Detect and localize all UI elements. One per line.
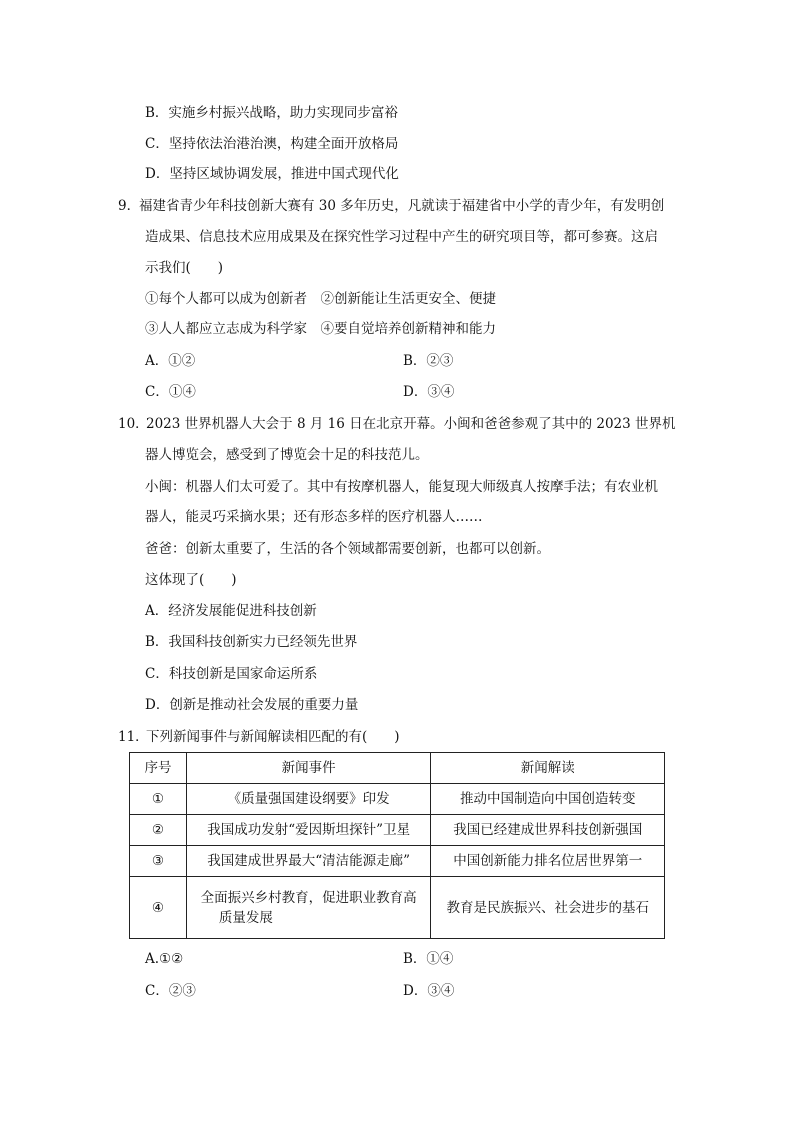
q8-option-d: D．坚持区域协调发展，推进中国式现代化: [145, 166, 399, 182]
q9-statement-row1: ①每个人都可以成为创新者 ②创新能让生活更安全、便捷: [145, 291, 496, 307]
row-number: ②: [130, 815, 187, 846]
q8-option-c: C．坚持依法治港治澳，构建全面开放格局: [145, 136, 399, 152]
header-number: 序号: [130, 753, 187, 784]
q11-option-c: C．②③: [145, 983, 196, 999]
row-event: 我国建成世界最大“清洁能源走廊”: [186, 846, 431, 877]
q11-stem: 下列新闻事件与新闻解读相匹配的有( ): [146, 729, 400, 745]
header-news-event: 新闻事件: [186, 753, 431, 784]
q8-option-b: B．实施乡村振兴战略，助力实现同步富裕: [145, 105, 398, 121]
q11-option-a: A.①②: [145, 951, 184, 967]
row-event: 我国成功发射“爱因斯坦探针”卫星: [186, 815, 431, 846]
q10-stem-line1: 2023 世界机器人大会于 8 月 16 日在北京开幕。小闽和爸爸参观了其中的 2023 世界机: [146, 416, 676, 432]
q10-stem-line2: 器人博览会，感受到了博览会十足的科技范儿。: [145, 447, 429, 463]
q9-stem-line1: 福建省青少年科技创新大赛有 30 多年历史，凡就读于福建省中小学的青少年，有发明创: [139, 198, 665, 214]
row-reading: 我国已经建成世界科技创新强国: [431, 815, 665, 846]
q9-option-d: D．③④: [403, 384, 455, 400]
row-number: ③: [130, 846, 187, 877]
q10-dialog-line2: 器人，能灵巧采摘水果；还有形态多样的医疗机器人……: [145, 509, 483, 525]
q10-option-b: B．我国科技创新实力已经领先世界: [145, 634, 358, 650]
q11-option-d: D．③④: [403, 983, 455, 999]
q11-option-b: B．①④: [403, 951, 454, 967]
news-table: [129, 752, 665, 939]
row-event: [186, 877, 431, 939]
header-news-reading: 新闻解读: [431, 753, 665, 784]
row-event: 《质量强国建设纲要》印发: [186, 784, 431, 815]
q10-number: 10．: [118, 416, 149, 432]
q9-statement-row2: ③人人都应立志成为科学家 ④要自觉培养创新精神和能力: [145, 321, 496, 337]
q9-stem-line2: 造成果、信息技术应用成果及在探究性学习过程中产生的研究项目等，都可参赛。这启: [145, 229, 658, 245]
table-header-row: [130, 753, 665, 784]
table-row: [130, 815, 665, 846]
row-reading: 教育是民族振兴、社会进步的基石: [431, 877, 665, 939]
q10-dialog-line1: 小闽：机器人们太可爱了。其中有按摩机器人，能复现大师级真人按摩手法；有农业机: [145, 479, 658, 495]
q10-option-d: D．创新是推动社会发展的重要力量: [145, 697, 359, 713]
row-number: ④: [130, 877, 187, 939]
row-event-line1: 全面振兴乡村教育，促进职业教育高: [200, 889, 417, 906]
q11-number: 11．: [118, 729, 149, 745]
q10-option-c: C．科技创新是国家命运所系: [145, 666, 318, 682]
row-event-line2: 质量发展: [218, 909, 273, 926]
table-row: [130, 846, 665, 877]
q9-number: 9．: [118, 198, 141, 214]
q9-option-b: B．②③: [403, 353, 454, 369]
row-reading: 推动中国制造向中国创造转变: [431, 784, 665, 815]
q10-dialog-line3: 爸爸：创新太重要了，生活的各个领域都需要创新，也都可以创新。: [145, 541, 550, 557]
table-row: [130, 877, 665, 939]
table-row: [130, 784, 665, 815]
row-number: ①: [130, 784, 187, 815]
q9-option-c: C．①④: [145, 384, 196, 400]
q9-stem-line3: 示我们( ): [145, 260, 224, 276]
row-reading: 中国创新能力排名位居世界第一: [431, 846, 665, 877]
q10-prompt: 这体现了( ): [145, 572, 237, 588]
q10-option-a: A．经济发展能促进科技创新: [145, 603, 317, 619]
q9-option-a: A．①②: [145, 353, 196, 369]
